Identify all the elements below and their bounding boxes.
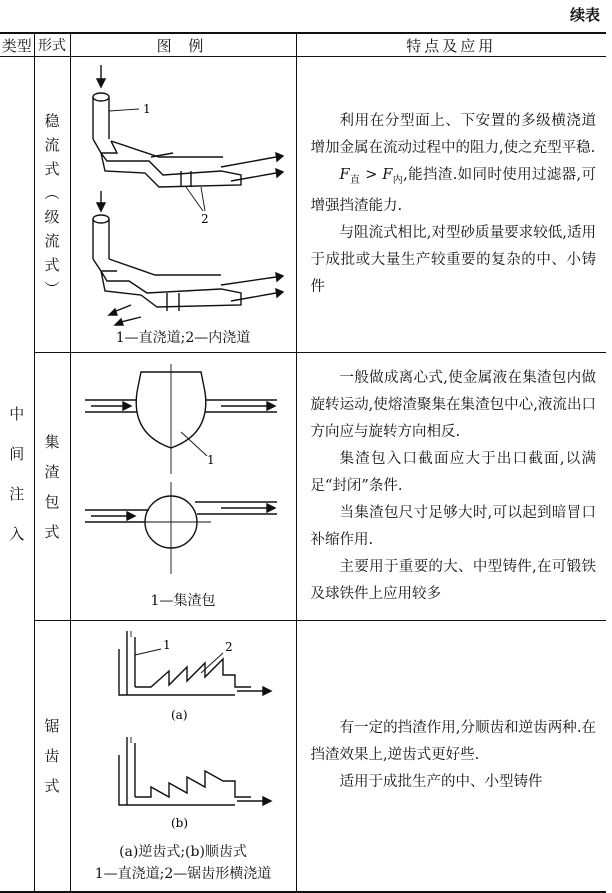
form-name: 集 渣 包 式 [44,432,60,541]
type-cell [0,57,34,892]
form-cell [34,57,70,353]
features-text: 利用在分型面上、下安置的多级横浇道增加金属在流动过程中的阻力,使之充型平稳. $F_直 > F_内$,能挡渣.如同时使用过滤器,可增强挡渣能力. 与阻流式相比,对型砂质量要求较低,适用于成批或大量生产较重要的复杂的中、小铸件 [310,112,597,296]
form-cell [34,621,70,892]
figure-caption-line-2: 1—直浇道;2—锯齿形横浇道 [94,865,272,882]
stepped-runner-figure [71,61,296,349]
sub-figure-b: (b) [171,815,189,830]
form-name: 稳 流 式 ︵ 级 流 式 ︶ [44,111,60,298]
form-cell [34,353,70,621]
slag-trap-diagram [71,362,295,590]
table-row [0,353,606,621]
figure-caption-line-1: (a)逆齿式;(b)顺齿式 [119,843,247,860]
figure-cell [70,621,296,892]
type-name: 中 间 注 入 [9,404,25,543]
features-cell [296,353,606,621]
label-1: 1 [143,101,151,116]
figure-caption: 1—集渣包 [150,592,216,609]
label-2: 2 [201,211,209,226]
sawtooth-diagram [71,627,295,841]
sawtooth-figure [71,627,296,885]
figure-caption: 1—直浇道;2—内浇道 [115,329,251,346]
table-row [0,621,606,892]
header-form: 形式 [34,33,70,57]
figure-cell [70,353,296,621]
slag-trap-figure [71,362,296,612]
table-row [0,57,606,353]
features-text: 一般做成离心式,使金属液在集渣包内做旋转运动,使熔渣聚集在集渣包中心,液流出口方向应与旋转方向相反. 集渣包入口截面应大于出口截面,以满足“封闭”条件. 当集渣包尺寸足够大时,可以起到暗冒口补缩作用. 主要用于重要的大、中型铸件,在可锻铁及球铁件上应用较多 [310,370,596,602]
header-type: 类型 [0,33,34,57]
stepped-runner-diagram [71,61,295,327]
gating-system-table [0,32,606,893]
continued-label: 续表 [569,6,600,24]
label-1: 1 [207,452,215,467]
form-name: 锯 齿 式 [44,716,60,795]
features-text: 有一定的挡渣作用,分顺齿和逆齿两种.在挡渣效果上,逆齿式更好些. 适用于成批生产的中、小型铸件 [310,720,596,791]
features-cell [296,621,606,892]
label-2: 2 [225,639,233,654]
features-cell [296,57,606,353]
label-1: 1 [163,637,171,652]
formula-line: $F_直 > F_内$,能挡渣.如同时使用过滤器,可增强挡渣能力. [310,166,597,215]
sub-figure-a: (a) [171,707,188,722]
header-figure: 图 例 [70,33,296,57]
header-row [0,33,606,57]
header-features: 特点及应用 [296,33,606,57]
figure-cell [70,57,296,353]
